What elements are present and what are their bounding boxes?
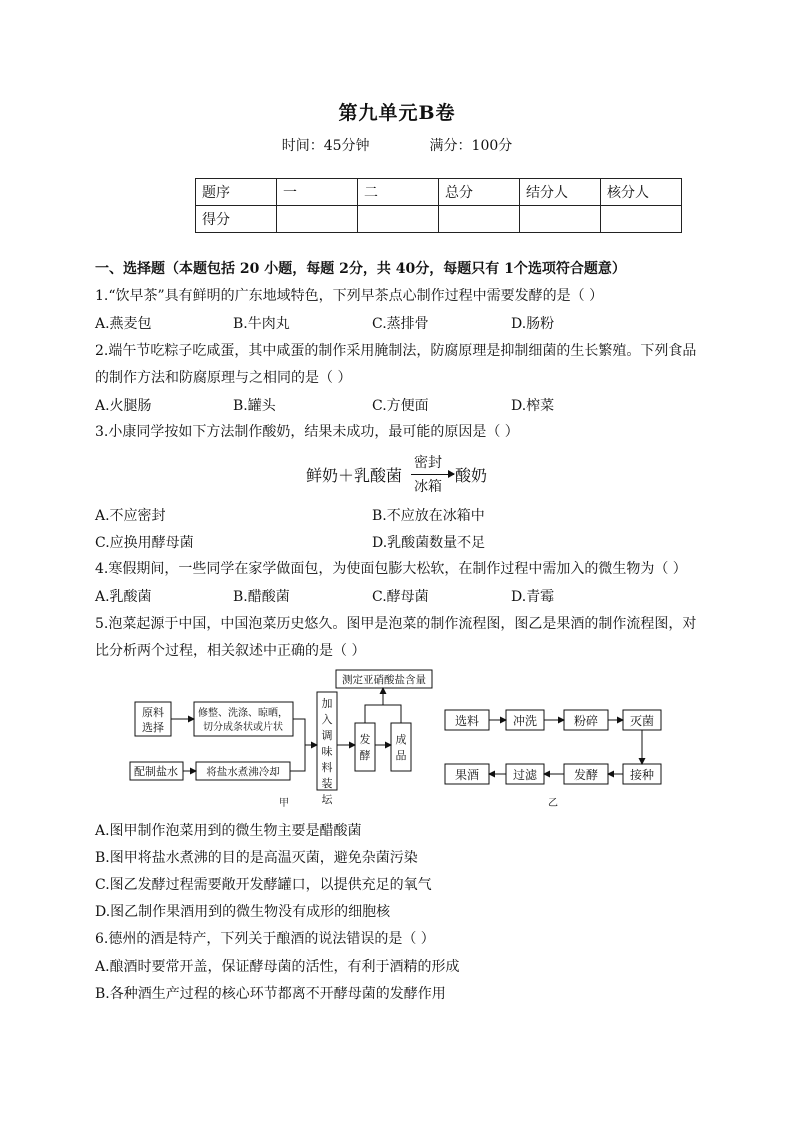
- label-brine: 配制盐水: [134, 765, 178, 778]
- q2-option-a: A.火腿肠: [95, 398, 152, 414]
- q2-option-c: C.方便面: [372, 398, 429, 414]
- q3-option-d: D.乳酸菌数量不足: [372, 535, 486, 551]
- score-table: [195, 178, 682, 233]
- table-cell: 核分人: [601, 179, 682, 206]
- time-label: 时间：45分钟: [281, 138, 370, 154]
- score-cell: [358, 206, 439, 233]
- score-label: 满分：100分: [429, 138, 513, 154]
- flowchart-figure: [125, 665, 680, 810]
- label-yi-5: 接种: [629, 768, 655, 782]
- label-yi-6: 发酵: [573, 768, 599, 782]
- q1-option-b: B.牛肉丸: [233, 316, 290, 332]
- label-yi-8: 果酒: [454, 768, 480, 782]
- label-boil: 将盐水煮沸冷却: [206, 766, 280, 778]
- table-cell: 题序: [196, 179, 277, 206]
- question-4-stem: 4.寒假期间，一些同学在家学做面包，为使面包膨大松软，在制作过程中需加入的微生物为（ ）: [95, 561, 687, 577]
- q4-option-a: A.乳酸菌: [95, 589, 152, 605]
- exam-info: [0, 135, 794, 155]
- table-cell: 得分: [196, 206, 277, 233]
- score-cell: [601, 206, 682, 233]
- q3-option-c: C.应换用酵母菌: [95, 535, 194, 551]
- q4-option-d: D.青霉: [511, 589, 555, 605]
- q4-option-b: B.醋酸菌: [233, 589, 290, 605]
- label-yi-2: 冲洗: [512, 714, 538, 728]
- q2-option-b: B.罐头: [233, 398, 276, 414]
- label-nitrite: 测定亚硝酸盐含量: [342, 674, 426, 686]
- label-yi-1: 选料: [454, 714, 480, 728]
- label-yi-7: 过滤: [512, 768, 538, 782]
- label-yi-3: 粉碎: [573, 714, 599, 728]
- section-heading: 一、选择题（本题包括 20 小题，每题 2分，共 40分，每题只有 1个选项符合题意）: [95, 261, 626, 277]
- q3-option-b: B.不应放在冰箱中: [372, 508, 485, 524]
- label-jar-2: 入: [321, 713, 333, 726]
- table-cell: 二: [358, 179, 439, 206]
- q1-option-c: C.蒸排骨: [372, 316, 429, 332]
- q4-option-c: C.酵母菌: [372, 589, 429, 605]
- page-title: 第九单元B卷: [338, 102, 456, 124]
- score-cell: [439, 206, 520, 233]
- table-cell: 一: [277, 179, 358, 206]
- formula-condition-below: 冰箱: [414, 479, 442, 495]
- score-cell: [277, 206, 358, 233]
- q1-option-d: D.肠粉: [511, 316, 555, 332]
- q6-option-a: A.酿酒时要常开盖，保证酵母菌的活性，有利于酒精的形成: [95, 959, 460, 975]
- label-ferment-1: 发: [359, 733, 371, 746]
- score-cell: [520, 206, 601, 233]
- table-cell: 总分: [439, 179, 520, 206]
- label-ferment-2: 酵: [359, 749, 371, 762]
- q6-option-b: B.各种酒生产过程的核心环节都离不开酵母菌的发酵作用: [95, 986, 446, 1002]
- q5-option-b: B.图甲将盐水煮沸的目的是高温灭菌，避免杂菌污染: [95, 850, 418, 866]
- label-yi-4: 灭菌: [629, 714, 655, 728]
- question-6-stem: 6.德州的酒是特产，下列关于酿酒的说法错误的是（ ）: [95, 931, 435, 947]
- reaction-arrow-icon: [411, 474, 454, 475]
- label-jar-5: 料: [321, 761, 333, 774]
- question-2-stem-line1: 2.端午节吃粽子吃咸蛋，其中咸蛋的制作采用腌制法，防腐原理是抑制细菌的生长繁殖。下列食品: [95, 343, 697, 359]
- question-3-stem: 3.小康同学按如下方法制作酸奶，结果未成功，最可能的原因是（ ）: [95, 424, 519, 440]
- formula-condition-above: 密封: [414, 455, 442, 471]
- label-trim-1: 修整、洗涤、晾晒，: [198, 708, 288, 719]
- label-select-1: 原料: [142, 706, 164, 719]
- q5-option-d: D.图乙制作果酒用到的微生物没有成形的细胞核: [95, 904, 391, 920]
- q1-option-a: A.燕麦包: [95, 316, 152, 332]
- label-product-1: 成: [395, 733, 407, 746]
- table-row: [196, 179, 682, 206]
- q5-option-a: A.图甲制作泡菜用到的微生物主要是醋酸菌: [95, 823, 362, 839]
- label-jar-1: 加: [321, 697, 333, 710]
- label-product-2: 品: [395, 749, 407, 762]
- formula-product: 酸奶: [455, 466, 488, 485]
- formula-reactants: 鲜奶＋乳酸菌: [306, 466, 403, 485]
- q3-option-a: A.不应密封: [95, 508, 166, 524]
- q2-option-d: D.榨菜: [511, 398, 555, 414]
- caption-yi: 乙: [548, 798, 558, 809]
- question-5-stem-line2: 比分析两个过程，相关叙述中正确的是（ ）: [95, 643, 366, 659]
- label-jar-6: 装: [321, 777, 333, 790]
- question-1-stem: 1.“饮早茶”具有鲜明的广东地域特色，下列早茶点心制作过程中需要发酵的是（ ）: [95, 288, 604, 304]
- box-ferment: [355, 723, 375, 771]
- label-trim-2: 切分成条状或片状: [203, 722, 283, 733]
- label-select-2: 选择: [142, 721, 164, 734]
- label-jar-7: 坛: [321, 793, 333, 806]
- table-cell: 结分人: [520, 179, 601, 206]
- label-jar-4: 味: [321, 745, 333, 758]
- caption-jia: 甲: [279, 798, 289, 809]
- label-jar-3: 调: [321, 729, 333, 742]
- box-product: [391, 723, 411, 771]
- table-row: [196, 206, 682, 233]
- question-5-stem-line1: 5.泡菜起源于中国，中国泡菜历史悠久。图甲是泡菜的制作流程图，图乙是果酒的制作流程图，对: [95, 616, 697, 632]
- yogurt-formula: [300, 450, 500, 495]
- q5-option-c: C.图乙发酵过程需要敞开发酵罐口，以提供充足的氧气: [95, 877, 432, 893]
- question-2-stem-line2: 的制作方法和防腐原理与之相同的是（ ）: [95, 370, 352, 386]
